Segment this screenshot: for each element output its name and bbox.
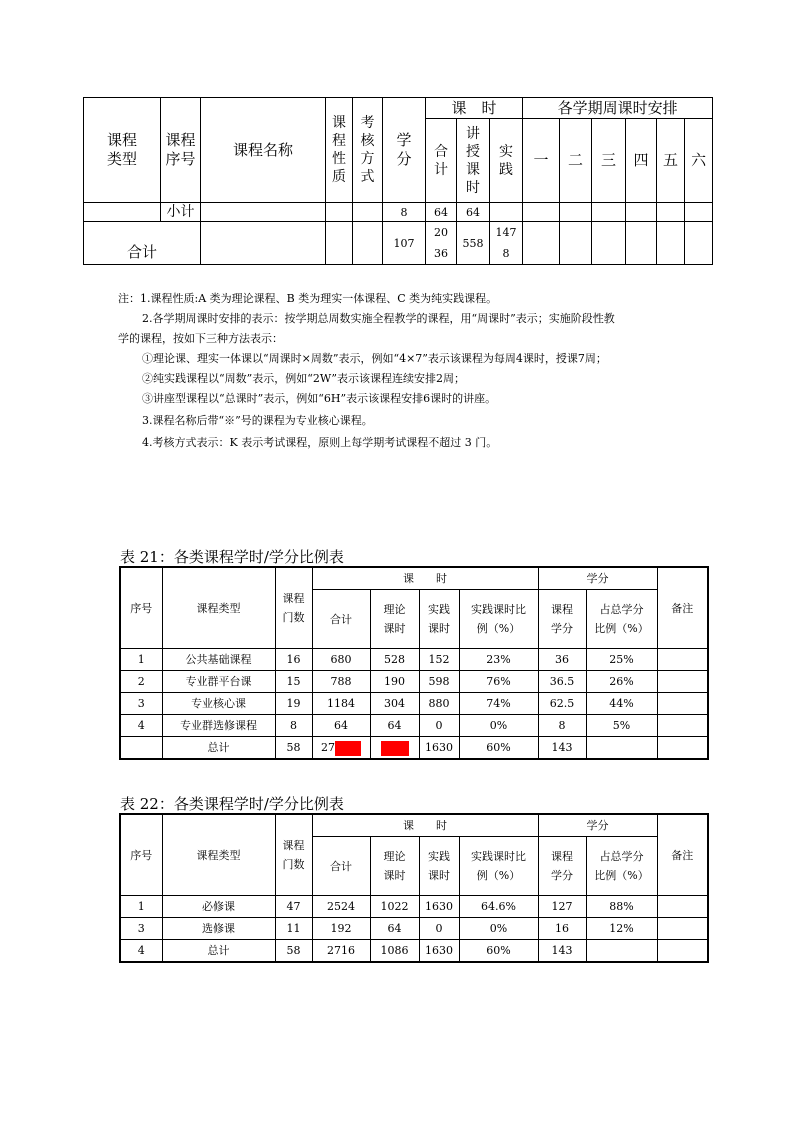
t21-cell-theory: 304	[370, 693, 419, 715]
t21-cell-count: 16	[275, 649, 312, 671]
t22-cell-practice: 1630	[419, 940, 459, 963]
t21-cell-share: 5%	[586, 715, 657, 737]
t22-cell-count: 58	[275, 940, 312, 963]
t22-cell-no: 1	[120, 896, 162, 918]
note-4: 4.考核方式表示：K 表示考试课程，原则上每学期考试课程不超过 3 门。	[142, 436, 498, 449]
table-row	[120, 715, 708, 737]
t21-cell-credit: 62.5	[538, 693, 586, 715]
table-21-caption: 表 21：各类课程学时/学分比例表	[120, 548, 344, 566]
t22-header-type: 课程类型	[162, 814, 275, 896]
t22-cell-theory: 1022	[370, 896, 419, 918]
note-2-method-2: ②纯实践课程以“周数”表示，例如“2W”表示该课程连续安排2周；	[142, 372, 465, 385]
t22-cell-practice: 1630	[419, 896, 459, 918]
header-course-nature: 课 程 性 质	[326, 98, 353, 203]
header-hours: 课 时	[426, 98, 523, 119]
t21-cell-remark	[657, 649, 708, 671]
t21-total-theory	[370, 737, 419, 760]
t22-cell-remark	[657, 940, 708, 963]
t21-header-credits: 学分	[538, 567, 657, 590]
header-sem-5: 五	[657, 119, 685, 203]
t21-cell-count: 19	[275, 693, 312, 715]
header-sem-4: 四	[626, 119, 657, 203]
table-22	[119, 813, 709, 963]
header-credit: 学 分	[383, 98, 426, 203]
t21-total-credit: 143	[538, 737, 586, 760]
t21-cell-count: 8	[275, 715, 312, 737]
t21-cell-total: 680	[312, 649, 370, 671]
table-row	[120, 693, 708, 715]
t22-header-credit: 课程 学分	[538, 837, 586, 896]
subtotal-row	[84, 203, 713, 222]
t21-total-practice: 1630	[419, 737, 459, 760]
t22-header-total: 合计	[312, 837, 370, 896]
t21-cell-ratio: 76%	[459, 671, 538, 693]
t22-cell-type: 必修课	[162, 896, 275, 918]
header-sem-6: 六	[685, 119, 713, 203]
t22-cell-total: 2524	[312, 896, 370, 918]
t22-header-count: 课程 门数	[275, 814, 312, 896]
t22-cell-remark	[657, 918, 708, 940]
t21-cell-ratio: 0%	[459, 715, 538, 737]
header-course-no: 课程 序号	[161, 98, 201, 203]
t21-cell-no: 2	[120, 671, 162, 693]
t22-cell-no: 4	[120, 940, 162, 963]
table-21	[119, 566, 709, 760]
t22-header-hours: 课 时	[312, 814, 538, 837]
header-course-type: 课程 类型	[84, 98, 161, 203]
t21-cell-ratio: 23%	[459, 649, 538, 671]
header-hours-lecture: 讲 授 课 时	[457, 119, 490, 203]
t22-cell-share: 88%	[586, 896, 657, 918]
t22-cell-share: 12%	[586, 918, 657, 940]
subtotal-label: 小计	[161, 203, 201, 222]
note-2-method-1: ①理论课、理实一体课以“周课时×周数”表示，例如“4×7”表示该课程为每周4课时，授课7周；	[142, 352, 607, 365]
t21-header-credit: 课程 学分	[538, 590, 586, 649]
t22-cell-total: 2716	[312, 940, 370, 963]
total-label: 合计	[84, 222, 201, 265]
total-credit: 107	[383, 222, 426, 265]
t22-cell-ratio: 64.6%	[459, 896, 538, 918]
note-2-continued: 学的课程，按如下三种方法表示：	[118, 332, 283, 345]
t21-total-hours: 27	[312, 737, 370, 760]
t21-header-no: 序号	[120, 567, 162, 649]
t21-cell-share: 25%	[586, 649, 657, 671]
table-row	[120, 896, 708, 918]
t21-cell-theory: 528	[370, 649, 419, 671]
t21-cell-total: 788	[312, 671, 370, 693]
t21-cell-remark	[657, 693, 708, 715]
course-schedule-table	[83, 97, 713, 265]
t22-header-ratio: 实践课时比 例（%）	[459, 837, 538, 896]
t21-cell-remark	[657, 715, 708, 737]
t22-header-credits: 学分	[538, 814, 657, 837]
t21-cell-remark	[657, 671, 708, 693]
t22-header-practice: 实践 课时	[419, 837, 459, 896]
t21-cell-share: 26%	[586, 671, 657, 693]
header-sem-2: 二	[560, 119, 592, 203]
total-practice: 147 8	[490, 222, 523, 265]
t21-cell-practice: 598	[419, 671, 459, 693]
t21-cell-share: 44%	[586, 693, 657, 715]
t21-header-remark: 备注	[657, 567, 708, 649]
t21-header-hours: 课 时	[312, 567, 538, 590]
header-hours-practice: 实 践	[490, 119, 523, 203]
note-3: 3.课程名称后带“※”号的课程为专业核心课程。	[142, 414, 373, 427]
total-lecture: 558	[457, 222, 490, 265]
t22-header-remark: 备注	[657, 814, 708, 896]
t21-cell-no: 4	[120, 715, 162, 737]
t22-cell-ratio: 60%	[459, 940, 538, 963]
t21-cell-count: 15	[275, 671, 312, 693]
t21-cell-theory: 190	[370, 671, 419, 693]
header-course-name: 课程名称	[201, 98, 326, 203]
note-2-method-3: ③讲座型课程以“总课时”表示，例如“6H”表示该课程安排6课时的讲座。	[142, 392, 497, 405]
note-1: 注：1.课程性质:A 类为理论课程、B 类为理实一体课程、C 类为纯实践课程。	[118, 292, 498, 305]
t21-cell-type: 专业群选修课程	[162, 715, 275, 737]
table-row	[120, 649, 708, 671]
t21-cell-no: 1	[120, 649, 162, 671]
t21-cell-theory: 64	[370, 715, 419, 737]
t22-cell-type: 总计	[162, 940, 275, 963]
table-row	[120, 671, 708, 693]
redaction-mark	[335, 741, 361, 756]
t22-cell-theory: 1086	[370, 940, 419, 963]
t22-cell-type: 选修课	[162, 918, 275, 940]
t21-cell-type: 公共基础课程	[162, 649, 275, 671]
table-row	[120, 940, 708, 963]
subtotal-credit: 8	[383, 203, 426, 222]
t21-header-theory: 理论 课时	[370, 590, 419, 649]
t22-cell-total: 192	[312, 918, 370, 940]
t21-header-share: 占总学分 比例（%）	[586, 590, 657, 649]
t22-cell-credit: 16	[538, 918, 586, 940]
t22-cell-credit: 143	[538, 940, 586, 963]
t22-cell-credit: 127	[538, 896, 586, 918]
t21-total-ratio: 60%	[459, 737, 538, 760]
t21-cell-total: 1184	[312, 693, 370, 715]
t22-cell-count: 11	[275, 918, 312, 940]
subtotal-total: 64	[426, 203, 457, 222]
t22-cell-ratio: 0%	[459, 918, 538, 940]
t22-cell-share	[586, 940, 657, 963]
t21-total-count: 58	[275, 737, 312, 760]
t21-cell-credit: 36	[538, 649, 586, 671]
t22-cell-practice: 0	[419, 918, 459, 940]
t21-cell-practice: 880	[419, 693, 459, 715]
total-row	[84, 222, 713, 265]
t21-total-row	[120, 737, 708, 760]
t21-cell-practice: 0	[419, 715, 459, 737]
t21-header-total: 合计	[312, 590, 370, 649]
t21-cell-credit: 36.5	[538, 671, 586, 693]
t21-cell-no: 3	[120, 693, 162, 715]
t22-header-share: 占总学分 比例（%）	[586, 837, 657, 896]
header-exam-method: 考 核 方 式	[353, 98, 383, 203]
header-sem-3: 三	[592, 119, 626, 203]
t21-cell-ratio: 74%	[459, 693, 538, 715]
t21-header-count: 课程 门数	[275, 567, 312, 649]
t22-cell-no: 3	[120, 918, 162, 940]
table-notes	[118, 289, 708, 453]
header-semester-schedule: 各学期周课时安排	[523, 98, 713, 119]
t22-cell-count: 47	[275, 896, 312, 918]
table-22-caption: 表 22：各类课程学时/学分比例表	[120, 795, 344, 813]
t21-cell-practice: 152	[419, 649, 459, 671]
t21-header-type: 课程类型	[162, 567, 275, 649]
t21-total-label: 总计	[162, 737, 275, 760]
subtotal-lecture: 64	[457, 203, 490, 222]
table-row	[120, 918, 708, 940]
t22-cell-theory: 64	[370, 918, 419, 940]
t21-cell-type: 专业群平台课	[162, 671, 275, 693]
t21-header-ratio: 实践课时比 例（%）	[459, 590, 538, 649]
redaction-mark	[381, 741, 409, 756]
header-hours-total: 合 计	[426, 119, 457, 203]
header-sem-1: 一	[523, 119, 560, 203]
t21-cell-total: 64	[312, 715, 370, 737]
t21-header-practice: 实践 课时	[419, 590, 459, 649]
t22-header-no: 序号	[120, 814, 162, 896]
t22-header-theory: 理论 课时	[370, 837, 419, 896]
total-hours: 20 36	[426, 222, 457, 265]
t21-cell-credit: 8	[538, 715, 586, 737]
note-2: 2.各学期周课时安排的表示：按学期总周数实施全程教学的课程，用“周课时”表示；实施阶段性教	[142, 312, 615, 325]
t21-cell-type: 专业核心课	[162, 693, 275, 715]
t22-cell-remark	[657, 896, 708, 918]
